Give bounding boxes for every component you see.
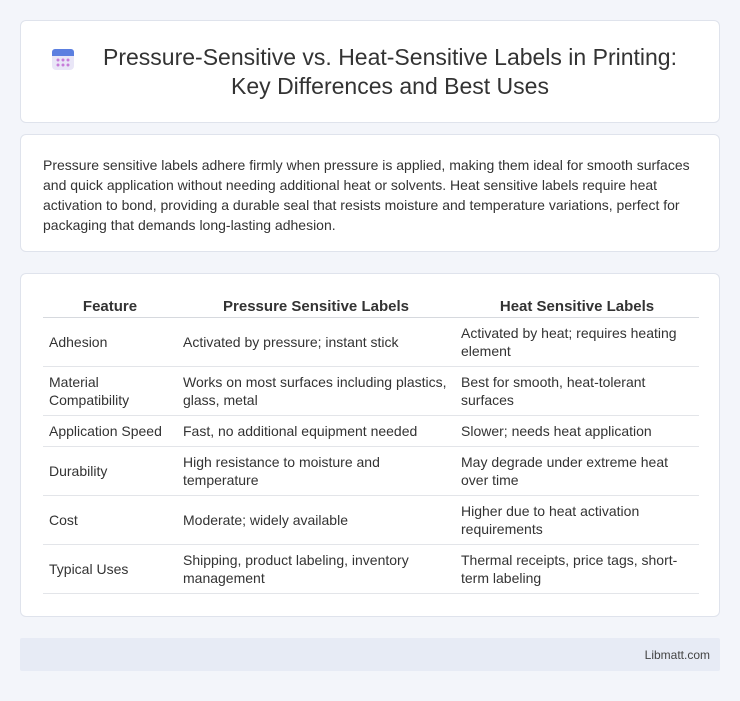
table-row — [43, 545, 699, 594]
heat-cell: Slower; needs heat application — [455, 416, 699, 447]
intro-card — [20, 134, 720, 252]
feature-cell: Material Compatibility — [43, 367, 177, 416]
heat-cell: Best for smooth, heat-tolerant surfaces — [455, 367, 699, 416]
page-title: Pressure-Sensitive vs. Heat-Sensitive Labels in Printing: Key Differences and Best Uses — [103, 43, 677, 99]
table-row — [43, 367, 699, 416]
comparison-table — [43, 296, 699, 594]
calendar-icon — [50, 46, 76, 72]
heat-cell: Higher due to heat activation requirements — [455, 496, 699, 545]
feature-cell: Durability — [43, 447, 177, 496]
table-row — [43, 496, 699, 545]
footer — [20, 638, 720, 671]
title-wrap — [50, 43, 690, 101]
table-header-row — [43, 296, 699, 318]
table-row — [43, 447, 699, 496]
intro-paragraph: Pressure sensitive labels adhere firmly when pressure is applied, making them ideal for smooth surfaces and quick application without needing additional heat or solvents. Heat sensitive labels require heat activation to bond, providing a durable seal that resists moisture and temperature variations, perfect for packaging that demands long-lasting adhesion. — [43, 157, 690, 233]
pressure-cell: Works on most surfaces including plastics, glass, metal — [177, 367, 455, 416]
pressure-cell: Moderate; widely available — [177, 496, 455, 545]
table-card — [20, 273, 720, 617]
footer-site-link[interactable]: Libmatt.com — [644, 647, 710, 662]
heat-cell: Thermal receipts, price tags, short-term labeling — [455, 545, 699, 594]
pressure-cell: Shipping, product labeling, inventory management — [177, 545, 455, 594]
pressure-cell: High resistance to moisture and temperature — [177, 447, 455, 496]
pressure-cell: Fast, no additional equipment needed — [177, 416, 455, 447]
feature-cell: Typical Uses — [43, 545, 177, 594]
table-row — [43, 416, 699, 447]
feature-cell: Adhesion — [43, 318, 177, 367]
heat-cell: Activated by heat; requires heating element — [455, 318, 699, 367]
column-header-pressure: Pressure Sensitive Labels — [177, 296, 455, 318]
column-header-heat: Heat Sensitive Labels — [455, 296, 699, 318]
title-card — [20, 20, 720, 123]
table-row — [43, 318, 699, 367]
feature-cell: Application Speed — [43, 416, 177, 447]
column-header-feature: Feature — [43, 296, 177, 318]
pressure-cell: Activated by pressure; instant stick — [177, 318, 455, 367]
heat-cell: May degrade under extreme heat over time — [455, 447, 699, 496]
feature-cell: Cost — [43, 496, 177, 545]
